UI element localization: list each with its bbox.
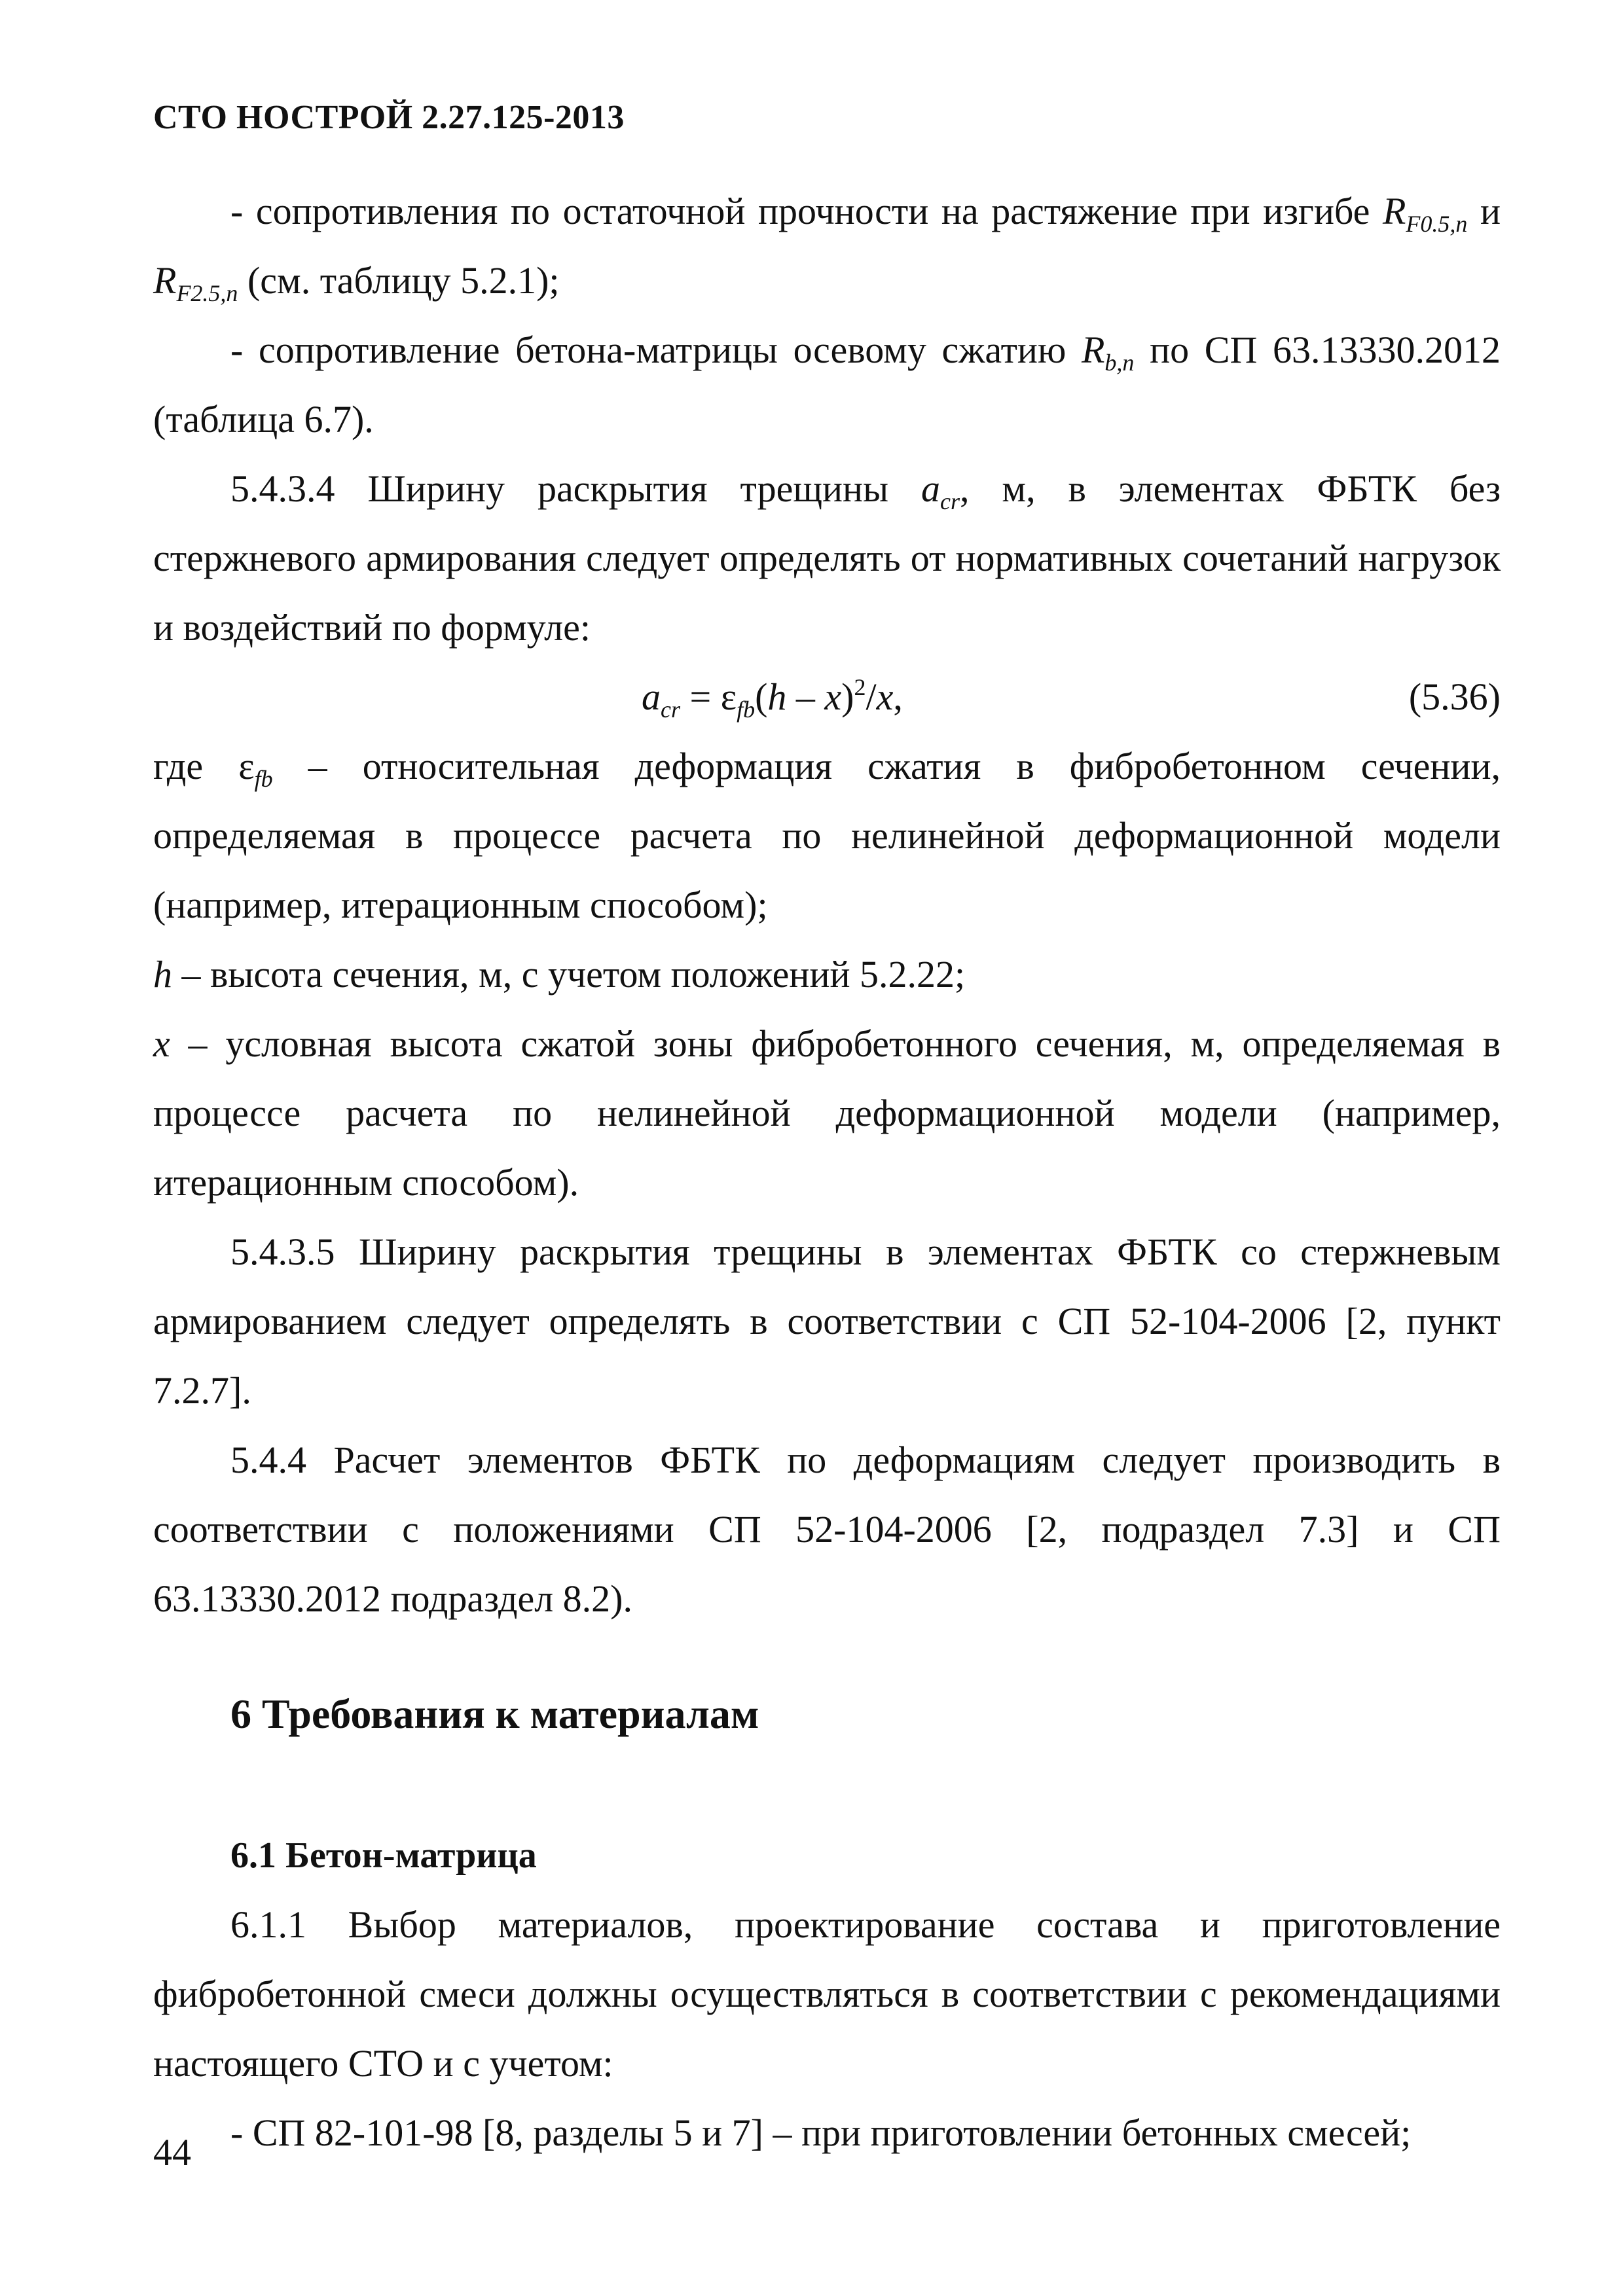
formula-slash: /: [866, 675, 877, 718]
paragraph-resistance-residual: [153, 177, 1501, 315]
document-body: [153, 177, 1501, 2168]
formula-5-36: [153, 662, 1501, 732]
paragraph-5-4-3-4: [153, 454, 1501, 662]
symbol-h: h: [153, 953, 172, 996]
paragraph-resistance-matrix: [153, 315, 1501, 454]
paragraph-5-4-3-5: 5.4.3.5 Ширину раскрытия трещины в элементах ФБТК со стержневым армированием следует определять в соответствии с СП 52-104-2006 [2, пункт 7.2.7].: [153, 1230, 1501, 1412]
paragraph-where-eps: [153, 732, 1501, 940]
formula-paren: (: [755, 675, 768, 718]
symbol-r: R: [1081, 329, 1105, 371]
formula-epsilon: ε: [720, 675, 737, 718]
section-heading-6: 6 Требования к материалам: [230, 1691, 759, 1737]
formula-comma: ,: [893, 675, 903, 718]
subsection-heading-6-1: 6.1 Бетон-матрица: [230, 1835, 537, 1876]
symbol-r: R: [1382, 190, 1406, 232]
page-header: СТО НОСТРОЙ 2.27.125-2013: [153, 99, 625, 136]
subscript: b,n: [1104, 350, 1135, 376]
paragraph-where-x: [153, 1009, 1501, 1217]
formula-subscript: cr: [661, 696, 680, 723]
formula-symbol: h: [767, 675, 787, 718]
formula-symbol: a: [642, 675, 661, 718]
text-segment: (см. таблицу 5.2.1);: [238, 259, 560, 302]
formula-paren: ): [841, 675, 854, 718]
text-segment: и: [1467, 190, 1501, 232]
formula-expression: [642, 662, 903, 732]
symbol-epsilon: ε: [238, 745, 255, 787]
text-segment: - сопротивление бетона-матрицы осевому сжатию: [230, 329, 1082, 371]
text-segment: – высота сечения, м, с учетом положений 5.2.22;: [172, 953, 966, 996]
formula-equals: =: [680, 675, 721, 718]
symbol-a: a: [921, 467, 940, 510]
text-segment: - сопротивления по остаточной прочности на растяжение при изгибе: [230, 190, 1383, 232]
formula-subscript: fb: [737, 696, 756, 723]
text-segment: где: [153, 745, 239, 787]
formula-superscript: 2: [854, 674, 866, 700]
subscript: cr: [939, 488, 960, 514]
formula-symbol: x: [876, 675, 894, 718]
text-segment: 5.4.3.4 Ширину раскрытия трещины: [230, 467, 921, 510]
paragraph-5-4-4: 5.4.4 Расчет элементов ФБТК по деформациям следует производить в соответствии с положениями СП 52-104-2006 [2, подраздел 7.3] и СП 63.13330.2012 подраздел 8.2).: [153, 1439, 1501, 1620]
text-segment: по СП 63.13330.2012 (таблица 6.7).: [153, 329, 1501, 440]
subscript: fb: [254, 766, 273, 792]
formula-minus: –: [786, 675, 825, 718]
formula-number: (5.36): [1408, 675, 1501, 718]
text-segment: – условная высота сжатой зоны фибробетонного сечения, м, определяемая в процессе расчета по нелинейной деформационной модели (например, итерационным способом).: [153, 1022, 1501, 1204]
paragraph-6-1-1: 6.1.1 Выбор материалов, проектирование состава и приготовление фибробетонной смеси должны осуществляться в соответствии с рекомендациями настоящего СТО и с учетом:: [153, 1903, 1501, 2085]
symbol-x: x: [153, 1022, 170, 1065]
symbol-r: R: [153, 259, 177, 302]
page-number: 44: [153, 2131, 191, 2174]
subscript: F2.5,n: [176, 280, 238, 306]
text-segment: , м, в элементах ФБТК без стержневого армирования следует определять от нормативных сочетаний нагрузок и воздействий по формуле:: [153, 467, 1501, 649]
formula-symbol: x: [824, 675, 842, 718]
paragraph-where-h: [153, 940, 1501, 1009]
subscript: F0.5,n: [1406, 211, 1468, 237]
text-segment: – относительная деформация сжатия в фибробетонном сечении, определяемая в процессе расчета по нелинейной деформационной модели (например, итерационным способом);: [153, 745, 1501, 926]
paragraph-sp-82: - СП 82-101-98 [8, разделы 5 и 7] – при приготовлении бетонных смесей;: [230, 2111, 1412, 2154]
